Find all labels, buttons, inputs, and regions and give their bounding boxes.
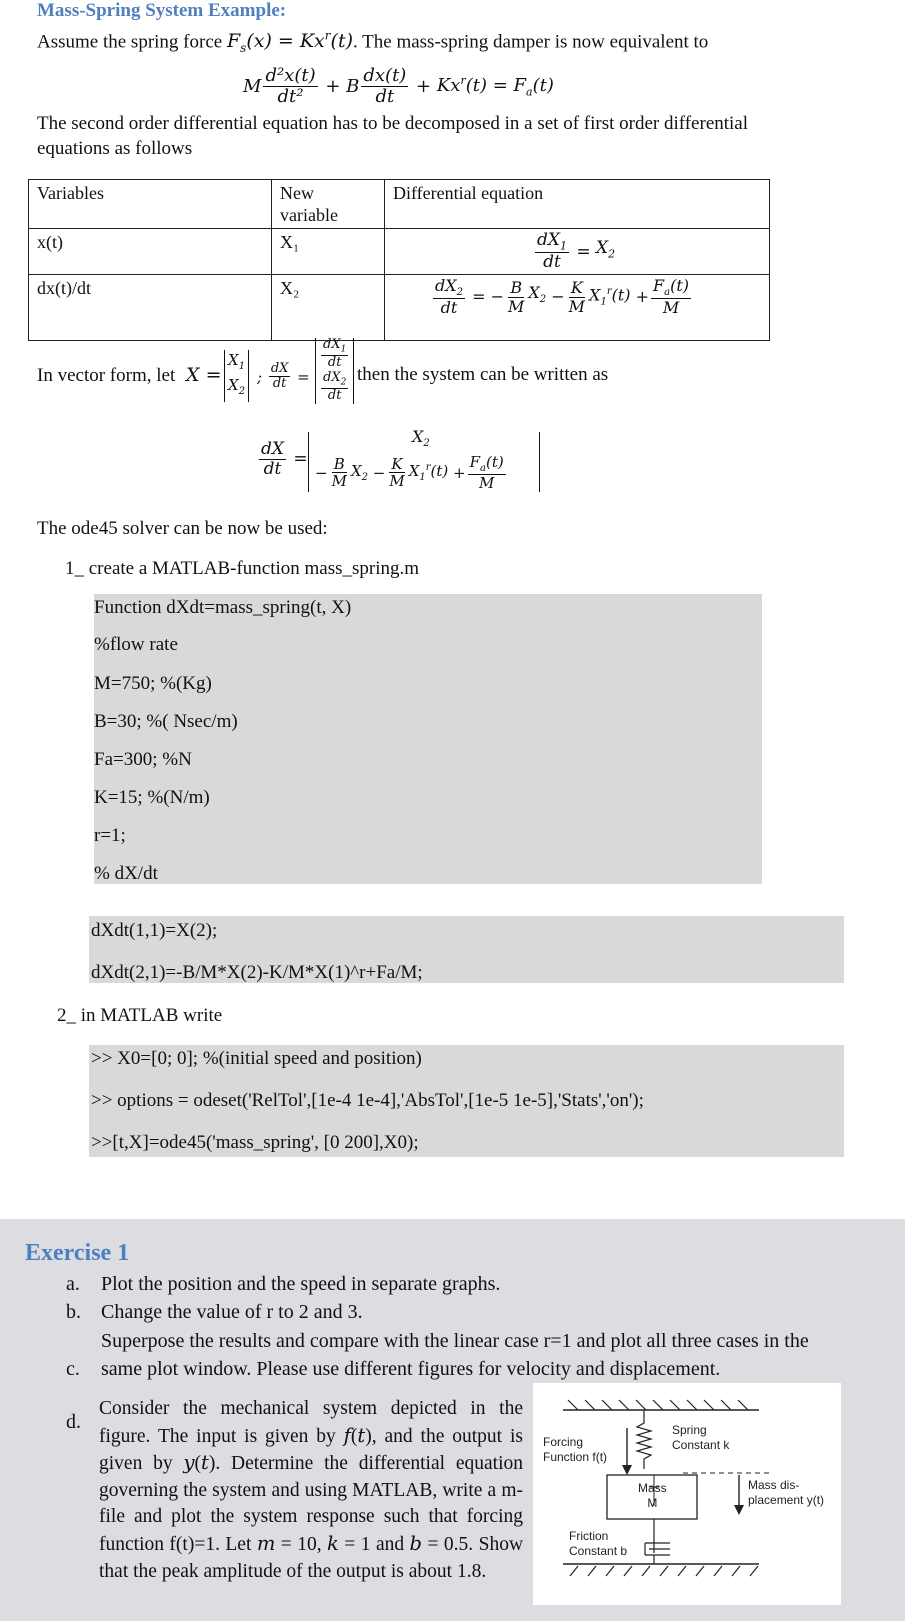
table-cell: X₁ <box>272 229 385 275</box>
item-d-text: , and the output is given by <box>99 1425 523 1475</box>
code-line: dXdt(1,1)=X(2); <box>91 920 218 941</box>
item-d-text: . Determine the differential equation governing the system and using MATLAB, write a m-file and plot the system response such that forcing function f(t)=1. Let <box>99 1453 524 1555</box>
step-2: 2_ in MATLAB write <box>57 1005 223 1026</box>
exercise-title: Exercise 1 <box>25 1240 130 1266</box>
decomp-text-2: equations as follows <box>37 138 193 159</box>
code-line: K=15; %(N/m) <box>94 787 210 808</box>
exercise-item-d: Consider the mechanical system depicted in the figure. The input is given by f(t), and the output is given by y(t). Determine the differential equation governing the system and using MATLAB, write a m-file and plot the system response such that forcing function f(t)=1. Let m = 10, k = 1 and b = 0.5. Show that the peak amplitude of the output is about 1.8. <box>99 1398 524 1582</box>
code-line: B=30; %( Nsec/m) <box>94 711 238 732</box>
table-row <box>29 275 770 341</box>
vector-derivative-matrix: $\frac{dX_1}{dt}$ $\frac{dX_2}{dt}$ <box>315 338 354 404</box>
code-line: dXdt(2,1)=-B/M*X(2)-K/M*X(1)^r+Fa/M; <box>91 962 423 983</box>
code-line: >> X0=[0; 0]; %(initial speed and position) <box>91 1048 422 1069</box>
code-block-function <box>94 594 762 884</box>
table-equation-cell: $\frac{dX_1}{dt}$ = $X_2$ <box>385 229 770 275</box>
exercise-marker: a. <box>66 1273 80 1295</box>
table-cell: X₂ <box>272 275 385 341</box>
code-line: >>[t,X]=ode45('mass_spring', [0 200],X0); <box>91 1132 419 1153</box>
vector-text: In vector form, let X = <box>37 364 222 386</box>
spring-label: Spring Constant k <box>672 1423 730 1452</box>
table-header-cell: Differential equation <box>385 180 770 229</box>
decomp-text: The second order differential equation has to be decomposed in a set of first order differential <box>37 113 749 134</box>
exercise-item-b: Change the value of r to 2 and 3. <box>101 1301 363 1323</box>
vector-derivative: ; $\frac{dX}{dt}$ = <box>257 361 310 392</box>
intro-line <box>37 24 708 60</box>
code-line: r=1; <box>94 825 126 846</box>
table-cell: x(t) <box>29 229 272 275</box>
table-cell: dx(t)/dt <box>29 275 272 341</box>
variables-table <box>28 179 770 341</box>
code-line: >> options = odeset('RelTol',[1e-4 1e-4],'AbsTol',[1e-5 1e-5],'Stats','on'); <box>91 1090 644 1111</box>
item-d-text: Consider the mechanical system depicted in the figure. The input is given by <box>99 1398 523 1447</box>
page-title: Mass-Spring System Example: <box>37 0 287 21</box>
code-line: % dX/dt <box>94 863 158 884</box>
exercise-marker: b. <box>66 1301 81 1323</box>
mass-label: Mass M <box>638 1481 667 1510</box>
friction-label: Friction Constant b <box>569 1529 628 1558</box>
spring-force-formula: $F_s(x) = Kx^r(t)$ <box>226 29 353 56</box>
forcing-label: Forcing Function f(t) <box>543 1435 608 1464</box>
exercise-marker: c. <box>66 1358 80 1380</box>
system-equation-matrix: $X_2$ − $\frac{B}{M}$ $X_2$ − $\frac{K}{M}$ $X_1^r(t)$ + $\frac{F_a(t)}{M}$ <box>308 432 540 492</box>
system-equation-lhs: $\frac{dX}{dt}$ = <box>261 439 308 479</box>
exercise-item-c-line2: same plot window. Please use different figures for velocity and displacement. <box>101 1358 721 1380</box>
code-line: M=750; %(Kg) <box>94 673 212 694</box>
code-line: Function dXdt=mass_spring(t, X) <box>94 597 352 618</box>
table-header-cell: Variables <box>29 180 272 229</box>
mass-spring-figure <box>533 1383 841 1605</box>
exercise-marker: d. <box>66 1411 81 1433</box>
ode45-text: The ode45 solver can be now be used: <box>37 518 328 539</box>
intro-text: Assume the spring force <box>37 31 223 53</box>
main-equation: M $\frac{\text{d²x(t)}}{\text{dt²}}$ + B $\frac{dx(t)}{dt}$ + $Kx^r(t) = F_a(t)$ <box>243 65 554 107</box>
intro-tail: . The mass-spring damper is now equivalent to <box>353 31 709 53</box>
step-1: 1_ create a MATLAB-function mass_spring.m <box>65 558 420 579</box>
table-header-cell: New variable <box>272 180 385 229</box>
exercise-item-c-line1: Superpose the results and compare with the linear case r=1 and plot all three cases in the <box>101 1330 809 1352</box>
vector-X: $X_1$ $X_2$ <box>224 350 249 402</box>
item-d-text: . Show that the peak amplitude of the output is about 1.8. <box>99 1533 524 1582</box>
vector-tail: then the system can be written as <box>357 364 609 385</box>
table-header-row <box>29 180 770 229</box>
table-equation-cell: $\frac{dX_2}{dt}$ = − $\frac{B}{M}$ $X_2$ − $\frac{K}{M}$ $X_1^r(t)$ + $\frac{F_a(t)}{M}$ <box>385 275 770 341</box>
table-row <box>29 229 770 275</box>
item-d-text: and <box>375 1533 405 1555</box>
code-line: %flow rate <box>94 634 178 655</box>
exercise-item-a: Plot the position and the speed in separate graphs. <box>101 1273 501 1295</box>
code-line: Fa=300; %N <box>94 749 192 770</box>
displacement-label: Mass dis- placement y(t) <box>748 1478 825 1507</box>
vector-text-label: In vector form, let <box>37 365 176 386</box>
